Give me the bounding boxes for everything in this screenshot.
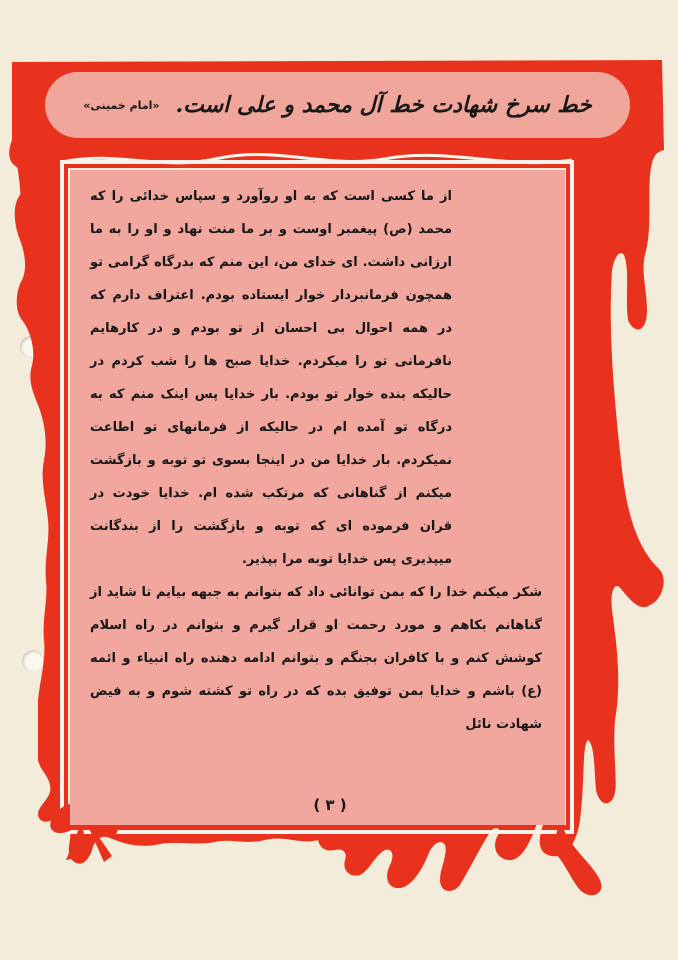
body-paragraph-2: شکر میکنم خدا را که بمن توانائی داد که بتوانم به جبهه بیایم تا شاید از گناهانم بکاهم و مورد رحمت او قرار گیرم و بتوانم در راه اسلام کوشش کنم و با کافران بجنگم و بتوانم ادامه دهنده راه انبیاء و ائمه (ع) باشم و خدایا بمن توفیق بده که در راه تو کشته شوم و به فیض شهادت نائل [90, 585, 542, 732]
header-banner [45, 72, 630, 138]
page-number: ( ۳ ) [313, 796, 347, 814]
body-text [90, 180, 542, 741]
header-attribution: «امام خمینی» [83, 98, 160, 112]
header-quote: خط سرخ شهادت خط آل محمد و علی است. [175, 92, 592, 118]
body-paragraph-1: از ما کسی است که به او روآورد و سپاس خدائی را که محمد (ص) پیغمبر اوست و بر ما منت نهاد و او را به ما ارزانی داشت. ای خدای من، این منم که بدرگاه گرامی تو همچون فرمانبردار خوار ایستاده بودم. اعتراف دارم که در همه احوال بی احسان از تو بودم و در کارهایم نافرمانی تو را میکردم. خدایا صبح ها را شب کردم در حالیکه بنده خوار تو بودم. بار خدایا پس اینک منم که به درگاه تو آمده ام در حالیکه از فرمانهای تو اطاعت نمیکردم. بار خدایا من در اینجا بسوی تو توبه و بازگشت میکنم از گناهانی که مرتکب شده ام. خدایا خودت در قران فرموده ای که توبه و بازگشت را از بندگانت میپذیری پس خدایا توبه مرا بپذیر. [90, 189, 452, 567]
